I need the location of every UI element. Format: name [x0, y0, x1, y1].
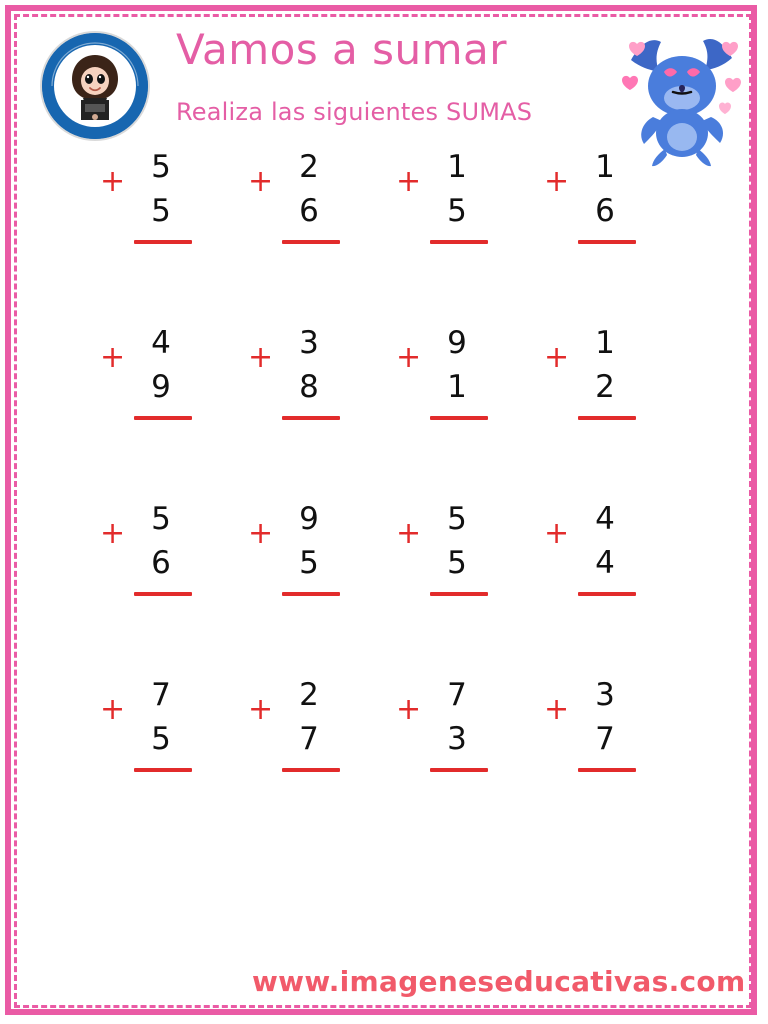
plus-sign: +: [396, 164, 422, 199]
addition-problem-5: [100, 324, 248, 500]
first-addend: 5: [151, 149, 171, 185]
answer-line: [578, 416, 636, 420]
plus-sign: +: [100, 340, 126, 375]
addition-problem-2: [248, 148, 396, 324]
first-addend: 3: [595, 677, 615, 713]
first-addend: 5: [151, 501, 171, 537]
second-addend: 9: [151, 369, 171, 405]
first-addend: 2: [299, 677, 319, 713]
addition-problems-grid: [100, 148, 660, 808]
second-addend: 7: [595, 721, 615, 757]
plus-sign: +: [100, 516, 126, 551]
second-addend: 5: [299, 545, 319, 581]
addition-problem-3: [396, 148, 544, 324]
second-addend: 8: [299, 369, 319, 405]
plus-sign: +: [544, 340, 570, 375]
second-addend: 4: [595, 545, 615, 581]
first-addend: 9: [299, 501, 319, 537]
plus-sign: +: [100, 692, 126, 727]
addition-problem-6: [248, 324, 396, 500]
second-addend: 6: [151, 545, 171, 581]
second-addend: 5: [447, 193, 467, 229]
second-addend: 1: [447, 369, 467, 405]
answer-line: [282, 416, 340, 420]
answer-line: [430, 592, 488, 596]
second-addend: 6: [299, 193, 319, 229]
first-addend: 5: [447, 501, 467, 537]
plus-sign: +: [396, 340, 422, 375]
first-addend: 4: [151, 325, 171, 361]
first-addend: 1: [595, 325, 615, 361]
second-addend: 7: [299, 721, 319, 757]
first-addend: 9: [447, 325, 467, 361]
addition-problem-16: [544, 676, 692, 852]
plus-sign: +: [248, 340, 274, 375]
second-addend: 5: [151, 721, 171, 757]
plus-sign: +: [544, 516, 570, 551]
second-addend: 5: [151, 193, 171, 229]
plus-sign: +: [100, 164, 126, 199]
addition-problem-15: [396, 676, 544, 852]
answer-line: [430, 768, 488, 772]
answer-line: [282, 240, 340, 244]
badge-icon: [42, 33, 148, 139]
first-addend: 1: [595, 149, 615, 185]
plus-sign: +: [248, 164, 274, 199]
addition-problem-8: [544, 324, 692, 500]
plus-sign: +: [396, 516, 422, 551]
second-addend: 6: [595, 193, 615, 229]
answer-line: [430, 240, 488, 244]
first-addend: 4: [595, 501, 615, 537]
plus-sign: +: [544, 692, 570, 727]
answer-line: [134, 240, 192, 244]
answer-line: [578, 240, 636, 244]
first-addend: 7: [151, 677, 171, 713]
answer-line: [134, 768, 192, 772]
answer-line: [430, 416, 488, 420]
answer-line: [578, 592, 636, 596]
answer-line: [282, 768, 340, 772]
addition-problem-9: [100, 500, 248, 676]
plus-sign: +: [544, 164, 570, 199]
second-addend: 3: [447, 721, 467, 757]
answer-line: [282, 592, 340, 596]
answer-line: [134, 592, 192, 596]
addition-problem-12: [544, 500, 692, 676]
first-addend: 7: [447, 677, 467, 713]
first-addend: 2: [299, 149, 319, 185]
addition-problem-13: [100, 676, 248, 852]
answer-line: [134, 416, 192, 420]
addition-problem-4: [544, 148, 692, 324]
addition-problem-14: [248, 676, 396, 852]
addition-problem-1: [100, 148, 248, 324]
addition-problem-7: [396, 324, 544, 500]
second-addend: 2: [595, 369, 615, 405]
plus-sign: +: [248, 516, 274, 551]
first-addend: 1: [447, 149, 467, 185]
plus-sign: +: [396, 692, 422, 727]
website-footer[interactable]: [252, 965, 746, 998]
addition-problem-10: [248, 500, 396, 676]
addition-problem-11: [396, 500, 544, 676]
first-addend: 3: [299, 325, 319, 361]
answer-line: [578, 768, 636, 772]
footer-url-text: www.imageneseducativas.com: [252, 965, 746, 998]
page-subtitle: Realiza las siguientes SUMAS: [176, 98, 533, 126]
page-title: Vamos a sumar: [176, 25, 508, 74]
second-addend: 5: [447, 545, 467, 581]
plus-sign: +: [248, 692, 274, 727]
